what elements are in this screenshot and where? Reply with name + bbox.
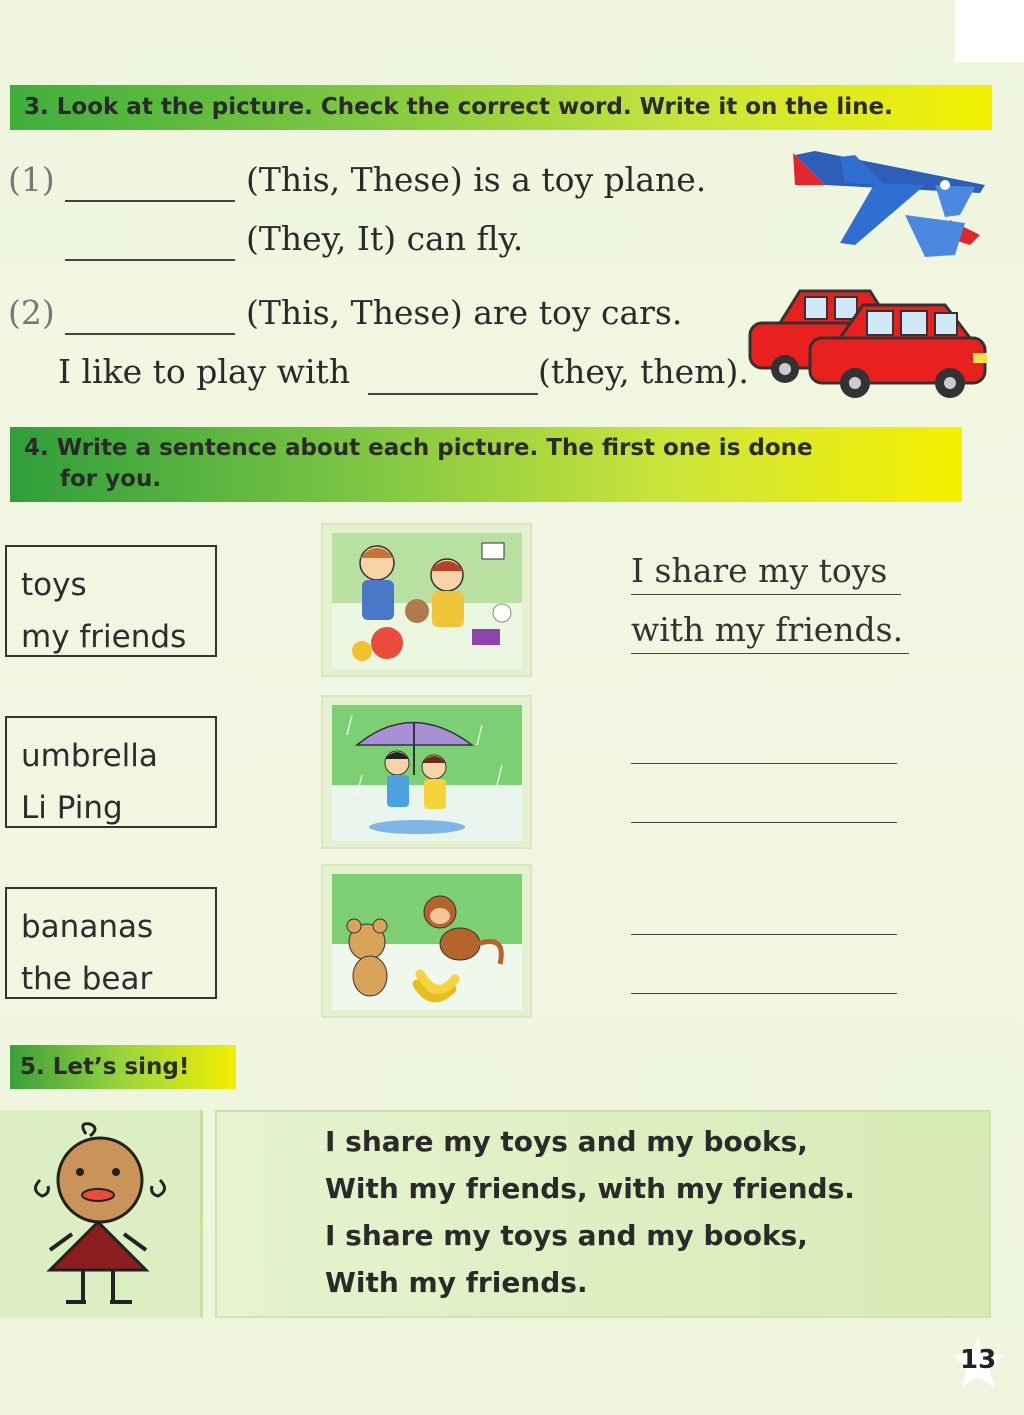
section-5-banner: 5. Let’s sing!	[10, 1045, 236, 1089]
item-2-line-2-suffix: (they, them).	[538, 352, 749, 391]
lyric-line-1: I share my toys and my books,	[325, 1125, 808, 1158]
answer-3-line-1[interactable]	[631, 934, 897, 935]
answer-1-underline-2	[631, 653, 909, 654]
children-sharing-toys-picture	[332, 533, 522, 669]
item-1-blank-1[interactable]	[65, 200, 235, 202]
answer-1-underline-1	[631, 594, 901, 595]
item-2-blank-1[interactable]	[65, 333, 235, 335]
page-corner	[955, 0, 1024, 62]
word-box-3-word-2: the bear	[21, 961, 153, 997]
lyric-line-4: With my friends.	[325, 1266, 588, 1299]
answer-1-line-1: I share my toys	[631, 551, 888, 590]
section-3-banner: 3. Look at the picture. Check the correct word. Write it on the line.	[10, 85, 992, 130]
word-box-3	[5, 887, 217, 999]
word-box-1	[5, 545, 217, 657]
toy-plane-icon	[785, 145, 990, 263]
section-4-title-line-1: 4. Write a sentence about each picture. The first one is done	[24, 435, 813, 461]
item-1-blank-2[interactable]	[65, 259, 235, 261]
item-2-line-2-prefix: I like to play with	[58, 352, 351, 391]
toy-cars-icon	[745, 283, 993, 403]
item-2-line-1: (This, These) are toy cars.	[246, 293, 683, 332]
word-box-3-word-1: bananas	[21, 909, 154, 945]
singer-panel	[0, 1110, 203, 1318]
answer-2-line-2[interactable]	[631, 822, 897, 823]
section-4-banner	[10, 427, 962, 502]
answer-2-line-1[interactable]	[631, 763, 897, 764]
children-umbrella-picture	[332, 705, 522, 841]
item-2-number: (2)	[8, 293, 55, 332]
picture-frame-1	[321, 523, 532, 677]
lyric-line-3: I share my toys and my books,	[325, 1219, 808, 1252]
word-box-2	[5, 716, 217, 828]
item-1-line-2: (They, It) can fly.	[246, 219, 524, 258]
lyric-line-2: With my friends, with my friends.	[325, 1172, 855, 1205]
item-1-number: (1)	[8, 160, 55, 199]
page-number: 13	[960, 1345, 997, 1375]
girl-singer-icon	[28, 1122, 173, 1312]
answer-1-line-2: with my friends.	[631, 610, 904, 649]
bear-monkey-bananas-picture	[332, 874, 522, 1010]
item-2-blank-2[interactable]	[368, 393, 538, 395]
picture-frame-3	[321, 864, 532, 1018]
word-box-1-word-1: toys	[21, 567, 87, 603]
word-box-2-word-2: Li Ping	[21, 790, 123, 826]
section-4-title-line-2: for you.	[60, 466, 162, 492]
picture-frame-2	[321, 695, 532, 849]
word-box-2-word-1: umbrella	[21, 738, 158, 774]
word-box-1-word-2: my friends	[21, 619, 187, 655]
answer-3-line-2[interactable]	[631, 993, 897, 994]
item-1-line-1: (This, These) is a toy plane.	[246, 160, 707, 199]
